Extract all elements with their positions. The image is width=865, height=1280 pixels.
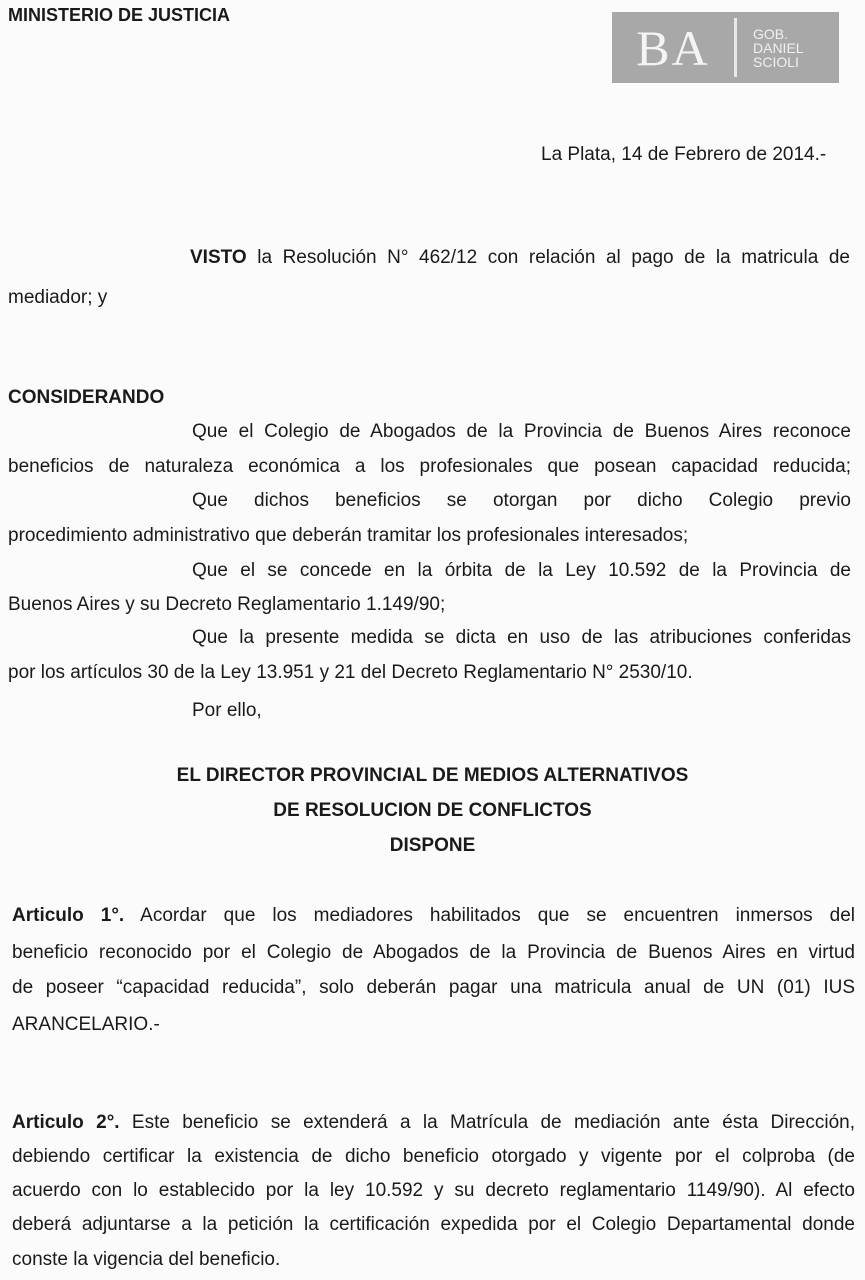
considerando-line: Buenos Aires y su Decreto Reglamentario 1.149/90; (8, 594, 446, 615)
ba-government-logo (612, 12, 839, 83)
logo-gob-line: DANIEL (753, 39, 804, 56)
articulo1-text: Acordar que los mediadores habilitados que se encuentren inmersos del (124, 905, 855, 926)
logo-gob-line: GOB. (753, 25, 789, 42)
ministry-title: MINISTERIO DE JUSTICIA (8, 5, 231, 25)
articulo1-label: Articulo 1°. (12, 905, 125, 926)
considerando-line: Que dichos beneficios se otorgan por dicho Colegio previo (192, 490, 851, 511)
considerando-line: Por ello, (192, 700, 262, 721)
articulo2-line (12, 1112, 855, 1134)
director-title-line: EL DIRECTOR PROVINCIAL DE MEDIOS ALTERNATIVOS (176, 765, 689, 786)
visto-label: VISTO (190, 247, 247, 268)
dispone-heading: DISPONE (389, 835, 476, 856)
logo-letters: BA (636, 19, 710, 76)
considerando-line: Que el se concede en la órbita de la Ley 10.592 de la Provincia de (192, 560, 851, 581)
articulo2-line: debiendo certificar la existencia de dicho beneficio otorgado y vigente por el colproba (de (12, 1146, 855, 1167)
considerando-line: Que la presente medida se dicta en uso de las atribuciones conferidas (192, 627, 851, 648)
date-line: La Plata, 14 de Febrero de 2014.- (541, 144, 827, 165)
considerando-heading: CONSIDERANDO (8, 387, 165, 408)
considerando-line: Que el Colegio de Abogados de la Provincia de Buenos Aires reconoce (192, 421, 851, 442)
articulo2-line: deberá adjuntarse a la petición la certificación expedida por el Colegio Departamental donde (12, 1214, 855, 1235)
logo-gob-line: SCIOLI (753, 53, 799, 70)
considerando-line: beneficios de naturaleza económica a los profesionales que posean capacidad reducida; (8, 456, 851, 477)
visto-line-2: mediador; y (8, 287, 108, 308)
articulo1-line: ARANCELARIO.- (12, 1014, 160, 1035)
logo-gob-text (737, 12, 839, 83)
articulo1-line: de poseer “capacidad reducida”, solo deberán pagar una matricula anual de UN (01) IUS (12, 977, 855, 998)
considerando-line: procedimiento administrativo que deberán tramitar los profesionales interesados; (8, 525, 689, 546)
director-title-line: DE RESOLUCION DE CONFLICTOS (273, 800, 592, 821)
articulo1-line (12, 905, 855, 927)
considerando-line: por los artículos 30 de la Ley 13.951 y 21 del Decreto Reglamentario N° 2530/10. (8, 662, 693, 683)
articulo2-text: Este beneficio se extenderá a la Matrícula de mediación ante ésta Dirección, (119, 1112, 855, 1133)
articulo2-label: Articulo 2°. (12, 1112, 120, 1133)
articulo2-line: acuerdo con lo establecido por la ley 10.592 y su decreto reglamentario 1149/90). Al efecto (12, 1180, 855, 1201)
visto-text: la Resolución N° 462/12 con relación al pago de la matricula de (246, 247, 850, 268)
articulo2-line: conste la vigencia del beneficio. (12, 1249, 281, 1270)
visto-line (190, 247, 850, 269)
articulo1-line: beneficio reconocido por el Colegio de Abogados de la Provincia de Buenos Aires en virtud (12, 942, 855, 963)
